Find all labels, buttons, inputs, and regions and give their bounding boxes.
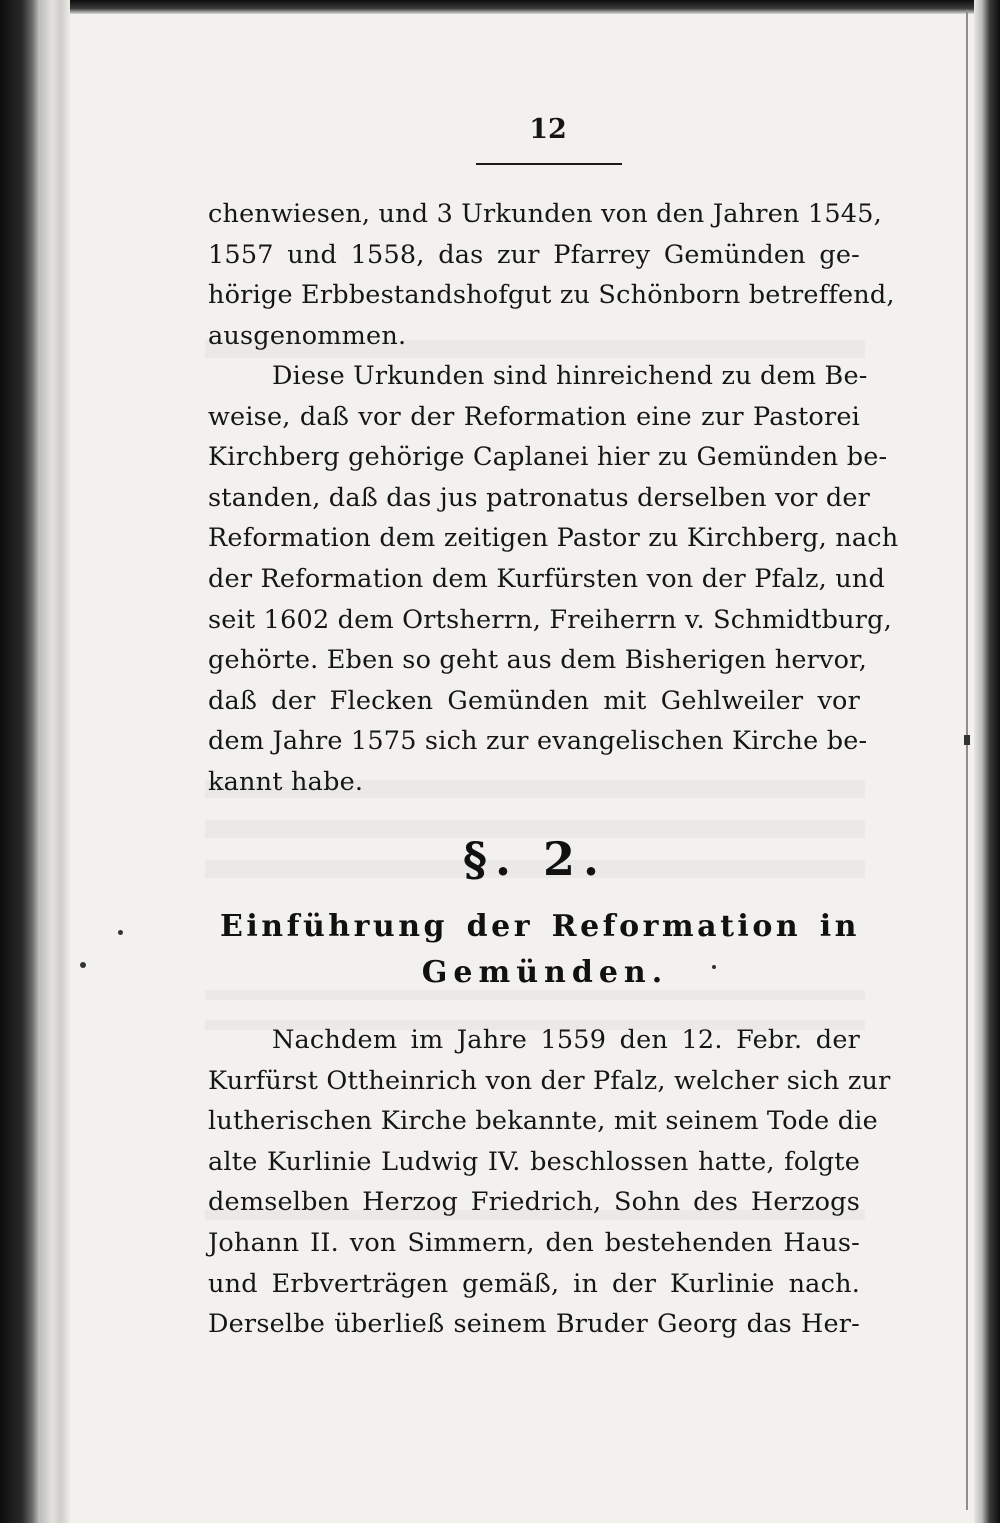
text-line: Reformation dem zeitigen Pastor zu Kirchberg, nach: [208, 523, 899, 554]
text-line: kannt habe.: [208, 766, 364, 797]
text-line: hörige Erbbestandshofgut zu Schönborn betreffend,: [208, 280, 895, 311]
text-line: 1557 und 1558, das zur Pfarrey Gemünden ge-: [208, 239, 860, 270]
text-line: weise, daß vor der Reformation eine zur Pastorei: [208, 401, 860, 432]
page-gutter: [40, 0, 70, 1523]
paragraph-2: [208, 356, 899, 803]
page-fore-edge-line: [966, 10, 968, 1510]
text-line: demselben Herzog Friedrich, Sohn des Herzogs: [208, 1187, 860, 1218]
book-right-edge: [974, 0, 1000, 1523]
section-heading-number: §. 2.: [462, 832, 608, 886]
text-line: Kurfürst Ottheinrich von der Pfalz, welcher sich zur: [208, 1065, 891, 1096]
section-title-line: Gemünden.: [421, 955, 669, 990]
paragraph-1: [208, 194, 895, 356]
text-line: standen, daß das jus patronatus derselben vor der: [208, 482, 871, 513]
text-line: der Reformation dem Kurfürsten von der Pfalz, und: [208, 563, 886, 594]
text-line: ausgenommen.: [208, 320, 407, 351]
scan-speck: [712, 965, 716, 969]
text-line: Johann II. von Simmern, den bestehenden Haus-: [208, 1227, 860, 1258]
section-title-line: Einführung der Reformation in: [220, 909, 860, 944]
header-rule: [476, 163, 622, 165]
text-line: chenwiesen, und 3 Urkunden von den Jahren 1545,: [208, 199, 882, 229]
text-line: Nachdem im Jahre 1559 den 12. Febr. der: [272, 1025, 860, 1055]
book-binding-edge: [0, 0, 40, 1523]
scan-speck: [118, 930, 123, 935]
paragraph-3: [208, 1020, 891, 1345]
scan-speck: [80, 962, 86, 968]
text-line: Diese Urkunden sind hinreichend zu dem Be-: [272, 361, 868, 391]
page-number: 12: [529, 114, 567, 145]
text-line: Derselbe überließ seinem Bruder Georg das Her-: [208, 1309, 860, 1340]
text-line: und Erbverträgen gemäß, in der Kurlinie nach.: [208, 1268, 860, 1299]
text-line: gehörte. Eben so geht aus dem Bisherigen hervor,: [208, 645, 868, 676]
text-line: alte Kurlinie Ludwig IV. beschlossen hatte, folgte: [208, 1146, 860, 1177]
section-title: [220, 904, 860, 996]
text-line: daß der Flecken Gemünden mit Gehlweiler vor: [208, 685, 860, 716]
scan-speck: [964, 735, 970, 745]
text-line: Kirchberg gehörige Caplanei hier zu Gemünden be-: [208, 442, 888, 473]
book-top-edge: [0, 0, 1000, 14]
text-line: lutherischen Kirche bekannte, mit seinem Tode die: [208, 1106, 878, 1137]
text-line: seit 1602 dem Ortsherrn, Freiherrn v. Schmidtburg,: [208, 604, 892, 635]
text-line: dem Jahre 1575 sich zur evangelischen Kirche be-: [208, 726, 868, 757]
